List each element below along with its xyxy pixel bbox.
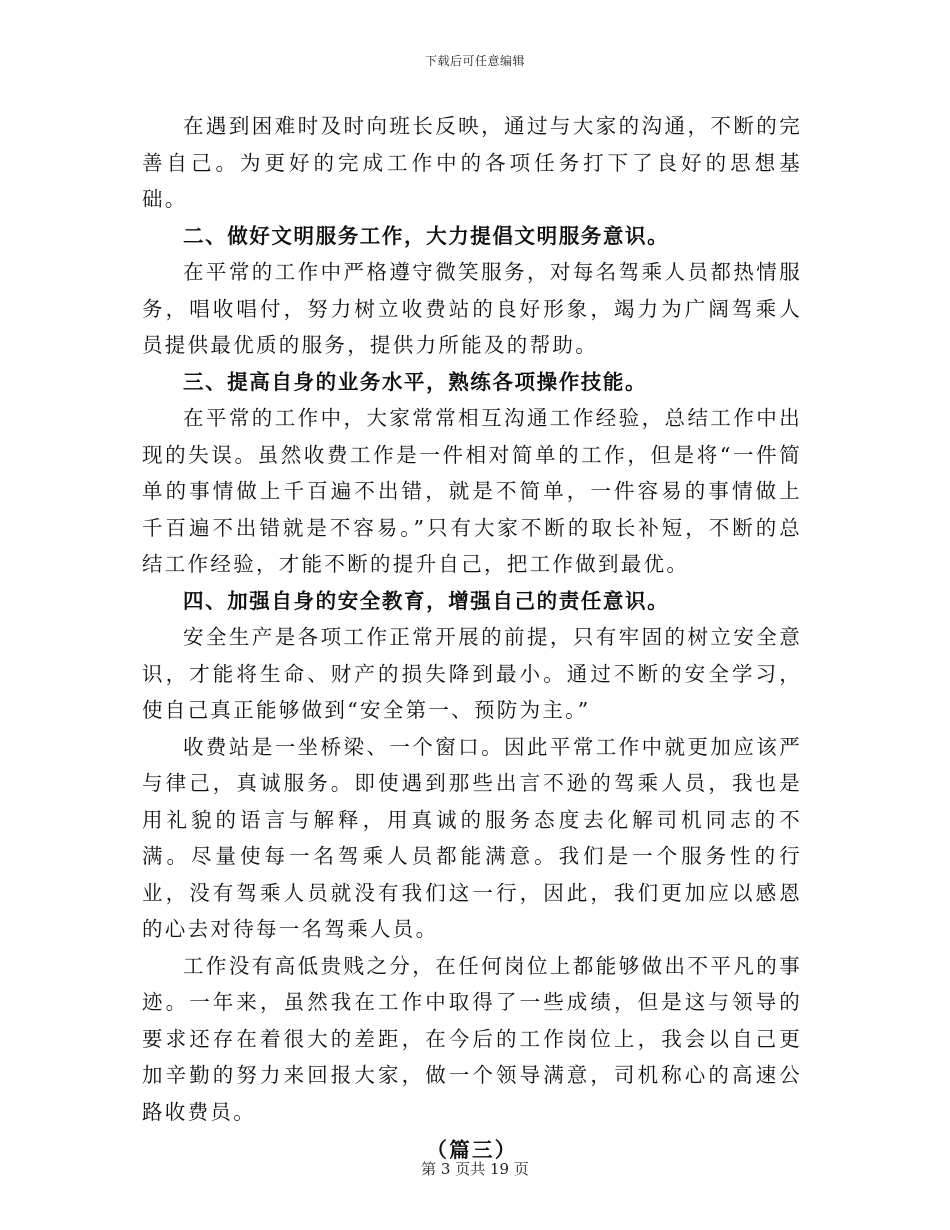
- paragraph: 在平常的工作中严格遵守微笑服务，对每名驾乘人员都热情服务，唱收唱付，努力树立收费站的良好形象，竭力为广阔驾乘人员提供最优质的服务，提供力所能及的帮助。: [142, 260, 802, 357]
- section-title: （篇三）: [426, 1138, 518, 1162]
- document-body: [142, 108, 802, 1169]
- page-header: 下载后可任意编辑: [424, 54, 525, 68]
- paragraph: 收费站是一坐桥梁、一个窗口。因此平常工作中就更加应该严与律己，真诚服务。即使遇到那些出言不逊的驾乘人员，我也是用礼貌的语言与解释，用真诚的服务态度去化解司机同志的不满。尽量使每一名驾乘人员都能满意。我们是一个服务性的行业，没有驾乘人员就没有我们这一行，因此，我们更加应以感恩的心去对待每一名驾乘人员。: [142, 734, 802, 941]
- paragraph: 在平常的工作中，大家常常相互沟通工作经验，总结工作中出现的失误。虽然收费工作是一件相对简单的工作，但是将“一件简单的事情做上千百遍不出错，就是不简单，一件容易的事情做上千百遍不出错就是不容易。”只有大家不断的取长补短，不断的总结工作经验，才能不断的提升自己，把工作做到最优。: [142, 406, 802, 576]
- paragraph: 安全生产是各项工作正常开展的前提，只有牢固的树立安全意识，才能将生命、财产的损失降到最小。通过不断的安全学习，使自己真正能够做到“安全第一、预防为主。”: [142, 625, 802, 722]
- paragraph: 在遇到困难时及时向班长反映，通过与大家的沟通，不断的完善自己。为更好的完成工作中的各项任务打下了良好的思想基础。: [142, 114, 802, 211]
- section-heading: 二、做好文明服务工作，大力提倡文明服务意识。: [183, 223, 670, 248]
- section-heading: 三、提高自身的业务水平，熟练各项操作技能。: [183, 369, 648, 394]
- paragraph: 工作没有高低贵贱之分，在任何岗位上都能够做出不平凡的事迹。一年来，虽然我在工作中取得了一些成绩，但是这与领导的要求还存在着很大的差距，在今后的工作岗位上，我会以自己更加辛勤的努力来回报大家，做一个领导满意，司机称心的高速公路收费员。: [142, 953, 802, 1124]
- section-heading: 四、加强自身的安全教育，增强自己的责任意识。: [183, 588, 670, 613]
- page-footer: 第 3 页共 19 页: [421, 1160, 529, 1178]
